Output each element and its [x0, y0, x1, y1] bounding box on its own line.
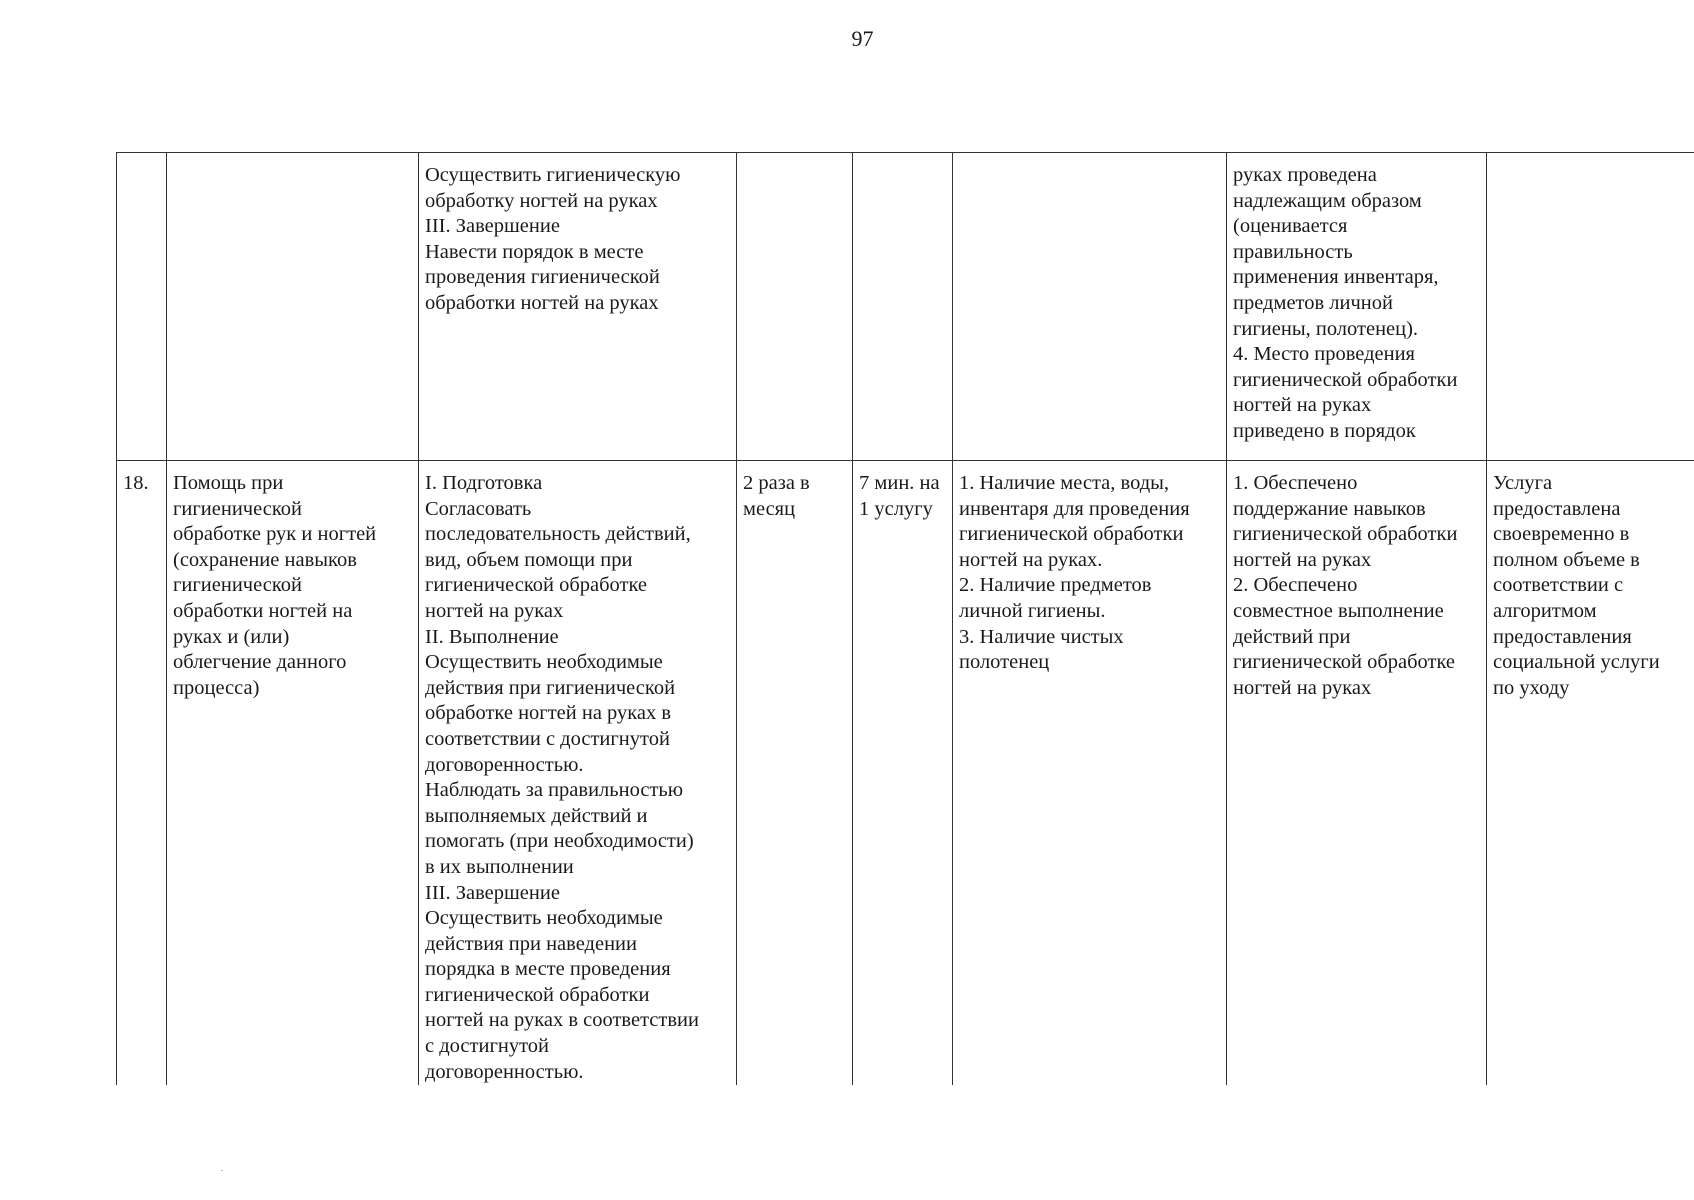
- evaluation-cell: [1487, 153, 1694, 461]
- cell-text-line: Осуществить необходимые: [425, 907, 663, 930]
- cell-text-line: обработки ногтей на руках: [425, 291, 659, 314]
- cell-text-line: полотенец: [959, 651, 1050, 674]
- cell-text-line: обработки ногтей на: [173, 599, 353, 622]
- cell-text-line: гигиенической обработки: [425, 983, 650, 1006]
- frequency-cell: [737, 153, 853, 461]
- cell-text-line: 2. Наличие предметов: [959, 574, 1152, 597]
- cell-text-line: гигиенической: [173, 497, 302, 520]
- cell-text-line: Помощь при: [173, 472, 284, 494]
- evaluation-cell: [1487, 461, 1694, 1086]
- cell-text-line: 3. Наличие чистых: [959, 625, 1124, 648]
- cell-text-line: своевременно в: [1493, 523, 1630, 546]
- cell-text-line: надлежащим образом: [1233, 189, 1422, 212]
- cell-text-line: I. Подготовка: [425, 472, 543, 494]
- cell-text-line: предметов личной: [1233, 291, 1393, 314]
- cell-text-line: предоставления: [1493, 625, 1632, 648]
- cell-text-line: применения инвентаря,: [1233, 266, 1439, 289]
- cell-text-line: поддержание навыков: [1233, 497, 1426, 520]
- cell-text-line: гигиенической обработки: [959, 523, 1184, 546]
- cell-text-line: гигиенической обработке: [1233, 651, 1456, 674]
- cell-text-line: ногтей на руках в соответствии: [425, 1009, 699, 1032]
- cell-text-line: вид, объем помощи при: [425, 548, 633, 571]
- row-number-cell: [117, 153, 167, 461]
- cell-text-line: ногтей на руках.: [959, 548, 1103, 571]
- results-cell: [1227, 153, 1487, 461]
- duration-cell: [853, 153, 953, 461]
- cell-text-line: месяц: [743, 497, 796, 520]
- table-row: [117, 461, 1694, 1086]
- cell-text-line: Навести порядок в месте: [425, 240, 644, 263]
- cell-text-line: обработку ногтей на руках: [425, 189, 658, 212]
- services-table: [116, 152, 1694, 1085]
- cell-text-line: по уходу: [1493, 676, 1570, 699]
- results-cell: [1227, 461, 1487, 1086]
- cell-text-line: гигиены, полотенец).: [1233, 317, 1419, 340]
- cell-text-line: проведения гигиенической: [425, 266, 660, 289]
- cell-text-line: 2. Обеспечено: [1233, 574, 1358, 597]
- service-name-cell: [167, 153, 419, 461]
- row-number-cell: 18.: [117, 461, 167, 1086]
- cell-text-line: помогать (при необходимости): [425, 830, 694, 853]
- cell-text-line: гигиенической обработке: [425, 574, 648, 597]
- cell-text-line: II. Выполнение: [425, 625, 559, 648]
- cell-text-line: совместное выполнение: [1233, 599, 1444, 622]
- cell-text-line: личной гигиены.: [959, 599, 1106, 622]
- cell-text-line: обработке ногтей на руках в: [425, 702, 672, 725]
- cell-text-line: Наблюдать за правильностью: [425, 779, 684, 802]
- cell-text-line: облегчение данного: [173, 651, 347, 674]
- duration-cell: [853, 461, 953, 1086]
- cell-text-line: Осуществить гигиеническую: [425, 164, 681, 186]
- cell-text-line: (сохранение навыков: [173, 548, 357, 571]
- cell-text-line: обработке рук и ногтей: [173, 523, 377, 546]
- cell-text-line: порядка в месте проведения: [425, 958, 671, 981]
- cell-text-line: алгоритмом: [1493, 599, 1597, 622]
- cell-text-line: в их выполнении: [425, 855, 574, 878]
- conditions-cell: [953, 153, 1227, 461]
- cell-text-line: договоренностью.: [425, 753, 584, 776]
- cell-text-line: руках и (или): [173, 625, 290, 648]
- cell-text-line: соответствии с достигнутой: [425, 727, 670, 750]
- cell-text-line: соответствии с: [1493, 574, 1624, 597]
- cell-text-line: гигиенической: [173, 574, 302, 597]
- cell-text-line: 2 раза в: [743, 472, 810, 494]
- frequency-cell: [737, 461, 853, 1086]
- cell-text-line: последовательность действий,: [425, 523, 691, 546]
- cell-text-line: Осуществить необходимые: [425, 651, 663, 674]
- cell-text-line: Согласовать: [425, 497, 532, 520]
- cell-text-line: 4. Место проведения: [1233, 343, 1415, 366]
- service-actions-cell: [419, 461, 737, 1086]
- cell-text-line: III. Завершение: [425, 881, 560, 904]
- cell-text-line: социальной услуги: [1493, 651, 1660, 674]
- scan-speck: [221, 1170, 223, 1171]
- cell-text-line: ногтей на руках: [1233, 394, 1372, 417]
- cell-text-line: 1. Обеспечено: [1233, 472, 1358, 494]
- cell-text-line: инвентаря для проведения: [959, 497, 1190, 520]
- cell-text-line: 7 мин. на: [859, 472, 940, 494]
- cell-text-line: действий при: [1233, 625, 1351, 648]
- conditions-cell: [953, 461, 1227, 1086]
- service-actions-cell: [419, 153, 737, 461]
- cell-text-line: процесса): [173, 676, 260, 699]
- cell-text-line: (оценивается: [1233, 215, 1348, 238]
- cell-text-line: действия при наведении: [425, 932, 637, 955]
- cell-text-line: полном объеме в: [1493, 548, 1640, 571]
- page-number: 97: [851, 26, 874, 51]
- cell-text-line: предоставлена: [1493, 497, 1621, 520]
- service-name-cell: [167, 461, 419, 1086]
- cell-text-line: 1 услугу: [859, 497, 933, 520]
- table-row: [117, 153, 1694, 461]
- cell-text-line: 1. Наличие места, воды,: [959, 472, 1170, 494]
- cell-text-line: правильность: [1233, 240, 1353, 263]
- cell-text-line: гигиенической обработки: [1233, 368, 1458, 391]
- table-body: [117, 153, 1694, 1086]
- cell-text-line: III. Завершение: [425, 215, 560, 238]
- cell-text-line: ногтей на руках: [1233, 676, 1372, 699]
- cell-text-line: приведено в порядок: [1233, 419, 1416, 442]
- cell-text-line: договоренностью.: [425, 1060, 584, 1083]
- cell-text-line: ногтей на руках: [425, 599, 564, 622]
- cell-text-line: с достигнутой: [425, 1035, 549, 1058]
- cell-text-line: руках проведена: [1233, 164, 1377, 186]
- cell-text-line: гигиенической обработки: [1233, 523, 1458, 546]
- cell-text-line: Услуга: [1493, 472, 1553, 494]
- cell-text-line: ногтей на руках: [1233, 548, 1372, 571]
- cell-text-line: действия при гигиенической: [425, 676, 676, 699]
- cell-text-line: выполняемых действий и: [425, 804, 648, 827]
